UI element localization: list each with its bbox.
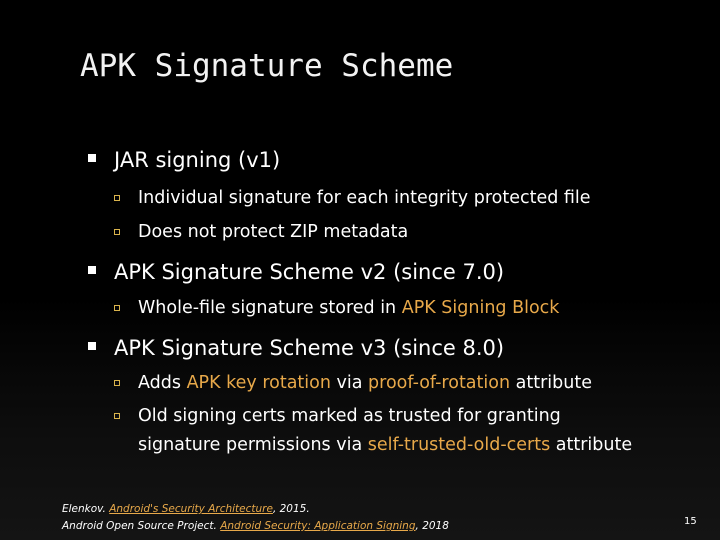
sub-bullet-text xyxy=(138,298,559,318)
hollow-square-bullet-icon xyxy=(114,413,120,419)
reference-prefix: Android Open Source Project. xyxy=(62,520,221,532)
link-androids-security-architecture[interactable]: Android's Security Architecture xyxy=(109,503,273,515)
highlight-proof-of-rotation: proof-of-rotation xyxy=(368,373,511,393)
text-prefix: Adds xyxy=(138,373,187,393)
sub-bullet-text xyxy=(138,373,592,393)
hollow-square-bullet-icon xyxy=(114,195,120,201)
slide-footer-references xyxy=(62,501,449,535)
sub-bullet-text: Does not protect ZIP metadata xyxy=(138,222,409,242)
highlight-apk-signing-block: APK Signing Block xyxy=(401,298,560,318)
hollow-square-bullet-icon xyxy=(114,229,120,235)
square-bullet-icon xyxy=(88,266,96,274)
square-bullet-icon xyxy=(88,154,96,162)
sub-bullet-text xyxy=(138,402,638,460)
page-number: 15 xyxy=(684,516,697,527)
square-bullet-icon xyxy=(88,342,96,350)
text-suffix: attribute xyxy=(550,435,633,455)
hollow-square-bullet-icon xyxy=(114,305,120,311)
bullet-label: JAR signing (v1) xyxy=(114,148,281,172)
highlight-apk-key-rotation: APK key rotation xyxy=(186,373,331,393)
reference-line-2 xyxy=(62,518,449,535)
text-prefix: Old signing certs marked as trusted for granting signature permissions via xyxy=(138,406,561,455)
reference-suffix: , 2015. xyxy=(272,503,310,515)
text-middle: via xyxy=(330,373,369,393)
reference-suffix: , 2018 xyxy=(415,520,449,532)
reference-prefix: Elenkov. xyxy=(62,503,110,515)
text-prefix: Whole-file signature stored in xyxy=(138,298,402,318)
slide-title: APK Signature Scheme xyxy=(80,48,454,84)
bullet-label: APK Signature Scheme v3 (since 8.0) xyxy=(114,336,505,360)
bullet-label: APK Signature Scheme v2 (since 7.0) xyxy=(114,260,505,284)
link-application-signing[interactable]: Android Security: Application Signing xyxy=(220,520,416,532)
reference-line-1 xyxy=(62,501,449,518)
text-suffix: attribute xyxy=(510,373,592,393)
sub-bullet-text: Individual signature for each integrity protected file xyxy=(138,188,591,208)
hollow-square-bullet-icon xyxy=(114,380,120,386)
highlight-self-trusted-old-certs: self-trusted-old-certs xyxy=(367,435,551,455)
